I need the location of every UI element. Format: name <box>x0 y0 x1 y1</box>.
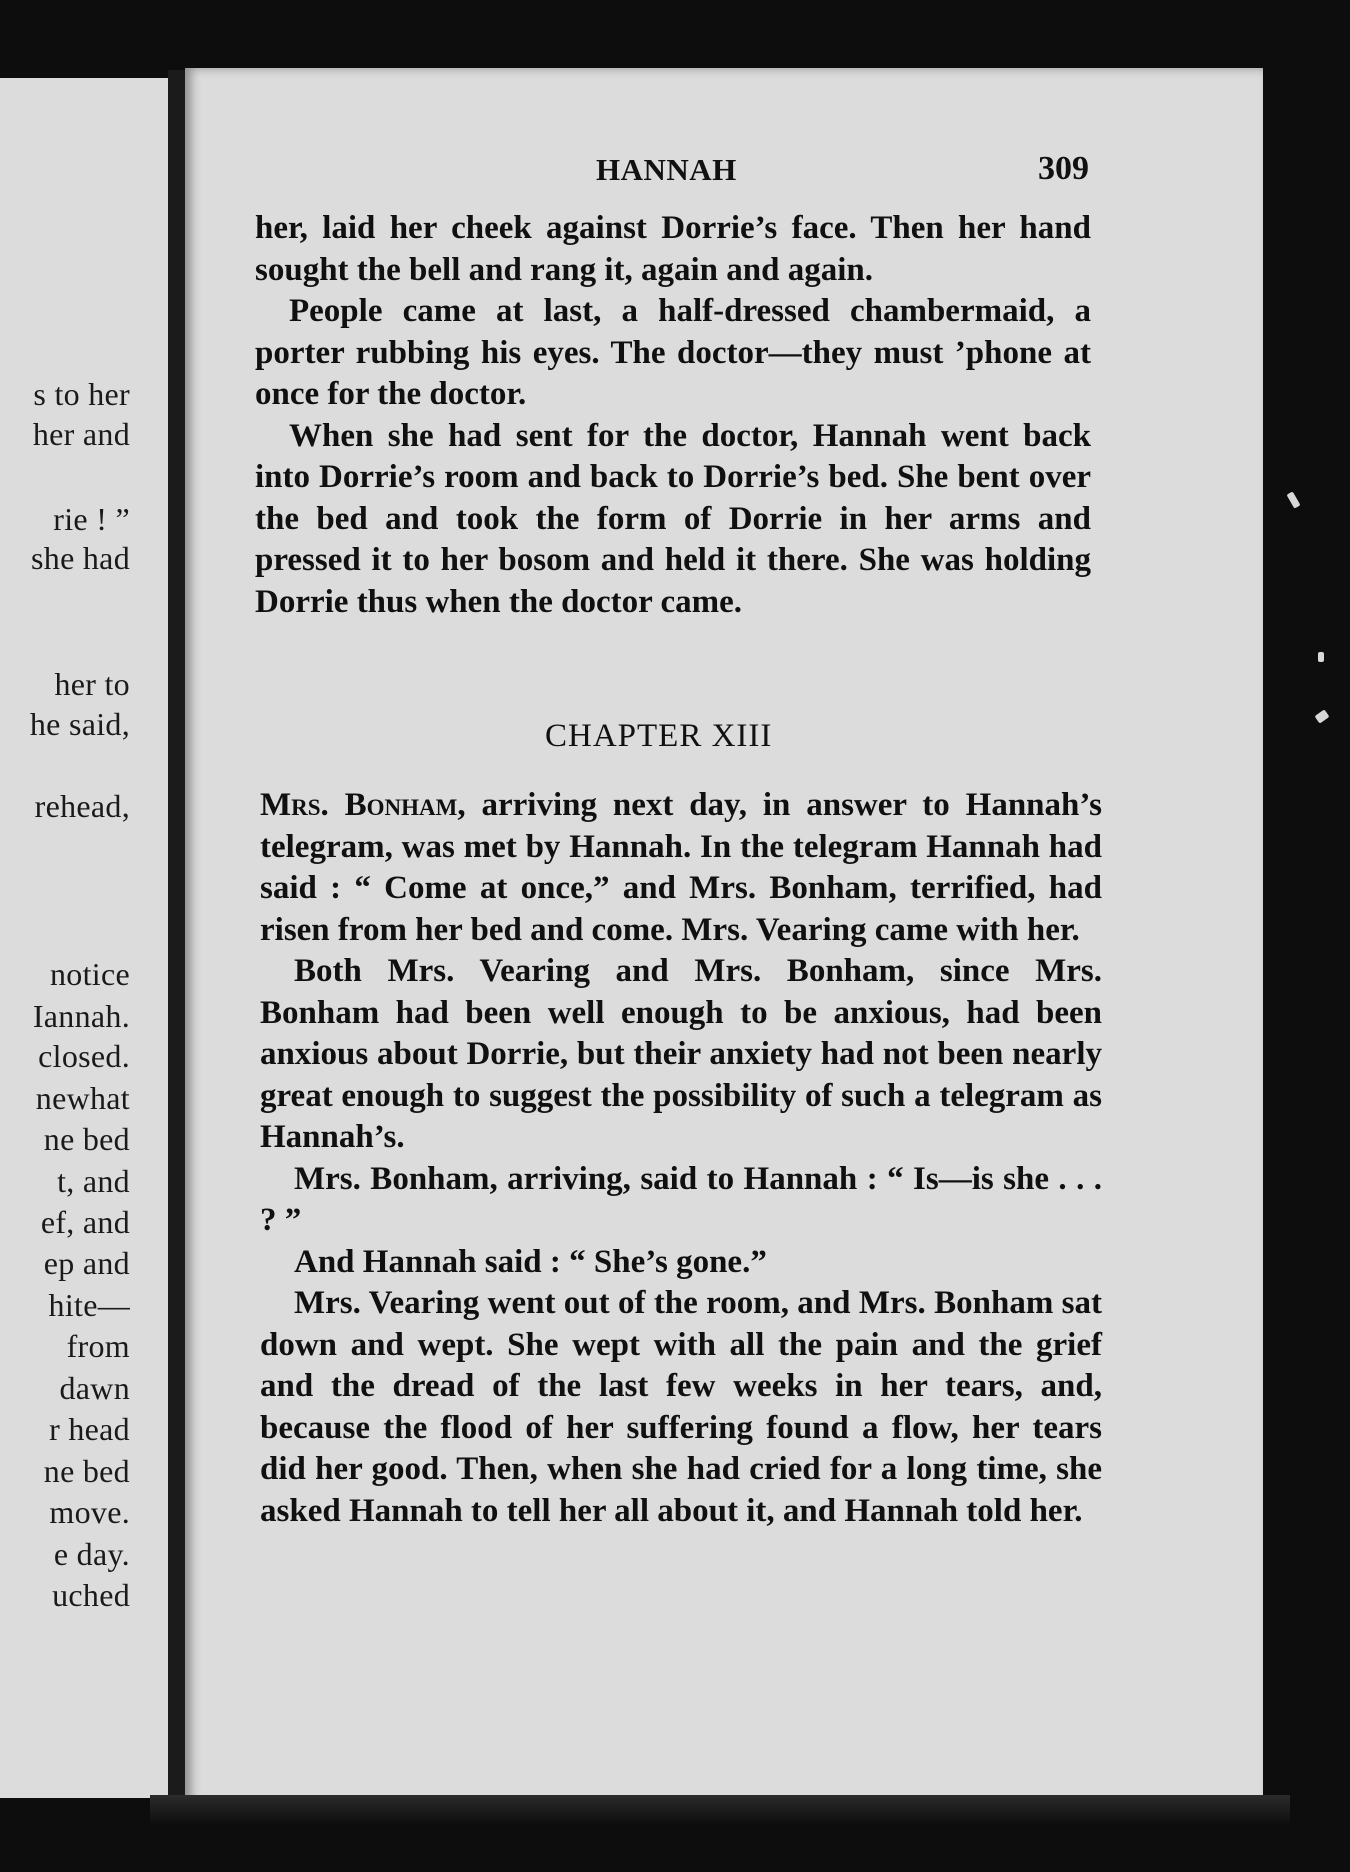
left-page-line: ep and <box>43 1245 130 1281</box>
left-page-line: she had <box>31 540 130 576</box>
left-page-line: closed. <box>38 1038 130 1074</box>
left-page <box>0 78 171 1798</box>
left-page-line: ef, and <box>40 1204 130 1240</box>
paragraph <box>260 785 1102 951</box>
chapter-text-block <box>260 785 1102 1532</box>
chapter-title: CHAPTER XIII <box>545 718 773 754</box>
left-page-line: her to <box>54 666 130 702</box>
page-bottom-edge <box>150 1795 1290 1825</box>
left-page-line: ne bed <box>43 1453 130 1489</box>
left-page-line: newhat <box>35 1080 130 1116</box>
paragraph: And Hannah said : “ She’s gone.” <box>294 1243 767 1280</box>
left-page-line: her and <box>32 416 130 452</box>
left-page-line: r head <box>49 1411 130 1447</box>
left-page-line: Iannah. <box>32 998 130 1034</box>
paragraph: Mrs. Vearing went out of the room, and Mrs. Bonham sat down and wept. She wept with all the pain and the grief and the dread of the last few weeks in her tears, and, because the flood of her suffering found a flow, her tears did her good. Then, when she had cried for a long time, she asked Hannah to tell her all about it, and Hannah told her. <box>260 1285 1102 1529</box>
scan-speck <box>1318 652 1324 662</box>
paragraph: People came at last, a half-dressed chambermaid, a porter rubbing his eyes. The doctor—they must ’phone at once for the doctor. <box>255 293 1091 412</box>
top-text-block <box>255 208 1091 623</box>
running-header: HANNAH <box>596 152 737 187</box>
left-page-line: s to her <box>33 376 130 412</box>
paragraph: Mrs. Bonham, arriving, said to Hannah : “ Is—is she . . . ? ” <box>260 1160 1102 1238</box>
opening-smallcaps: Mrs. Bonham <box>260 787 458 823</box>
left-page-line: hite— <box>48 1287 130 1323</box>
left-page-line: move. <box>49 1494 130 1530</box>
page-number: 309 <box>1038 150 1089 187</box>
left-page-line: uched <box>52 1577 130 1613</box>
left-page-line: t, and <box>57 1163 130 1199</box>
left-page-line: e day. <box>53 1536 130 1572</box>
left-page-line: ne bed <box>43 1121 130 1157</box>
paragraph: her, laid her cheek against Dorrie’s face. Then her hand sought the bell and rang it, again and again. <box>255 210 1091 288</box>
scan-speck <box>1315 709 1330 723</box>
opening-rest: , arriving next day, in answer to Hannah’s telegram, was met by Hannah. In the telegram Hannah had said : “ Come at once,” and Mrs. Bonham, terrified, had risen from her bed and come. Mrs. Vearing came with her. <box>260 787 1102 948</box>
left-page-line: he said, <box>29 706 130 742</box>
left-page-line: rehead, <box>34 788 130 824</box>
left-page-line: from <box>66 1328 130 1364</box>
left-page-line: rie ! ” <box>53 501 130 537</box>
scan-speck <box>1286 491 1300 508</box>
left-page-line: dawn <box>59 1370 130 1406</box>
left-page-line: notice <box>50 956 130 992</box>
paragraph: When she had sent for the doctor, Hannah went back into Dorrie’s room and back to Dorrie’s bed. She bent over the bed and took the form of Dorrie in her arms and pressed it to her bosom and held it there. She was holding Dorrie thus when the doctor came. <box>255 417 1091 620</box>
paragraph: Both Mrs. Vearing and Mrs. Bonham, since Mrs. Bonham had been well enough to be anxious, had been anxious about Dorrie, but their anxiety had not been nearly great enough to suggest the possibility of such a telegram as Hannah’s. <box>260 953 1102 1155</box>
